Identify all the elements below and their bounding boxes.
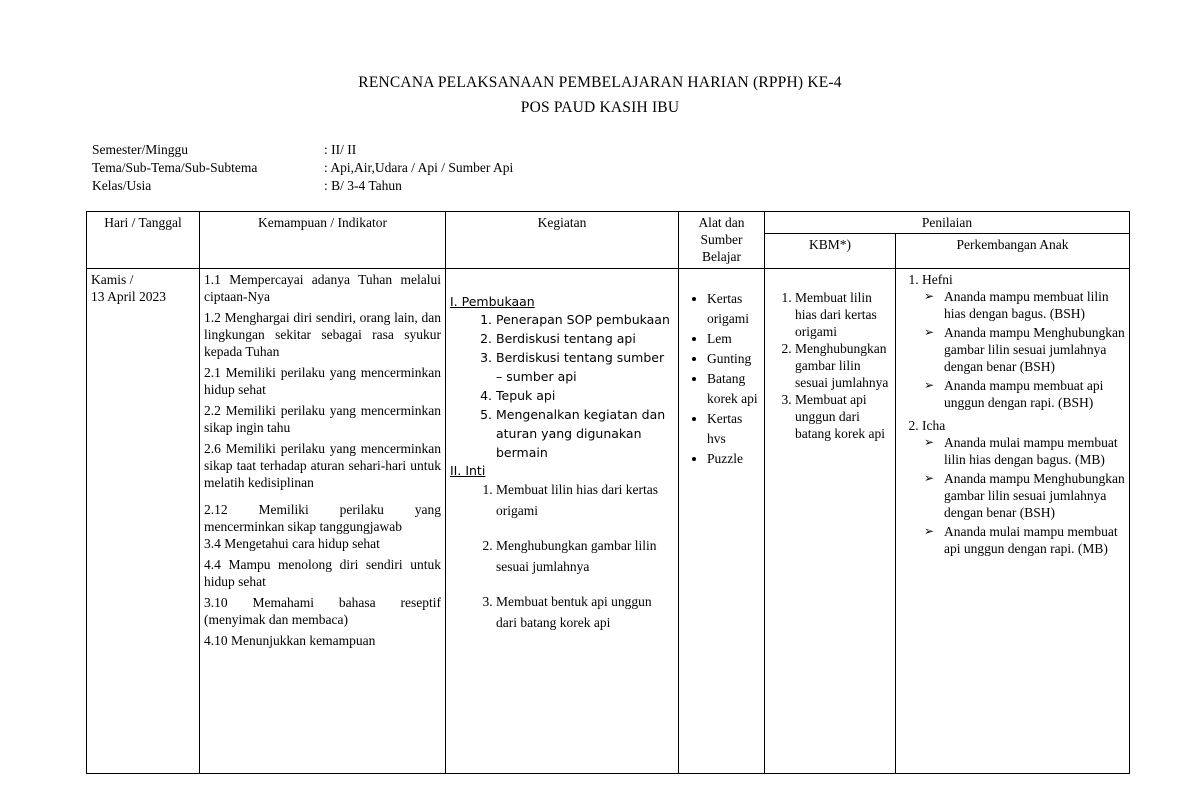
list-item: • Batang korek api xyxy=(707,369,760,409)
list-item: ➢ Ananda mampu Menghubungkan gambar lilin sesuai jumlahnya dengan benar (BSH) xyxy=(924,325,1125,374)
arrow-bullet-icon: ➢ xyxy=(924,524,935,538)
header-hari: Hari / Tanggal xyxy=(87,212,200,269)
table-row xyxy=(87,269,1130,774)
assessment-list xyxy=(922,288,1125,411)
arrow-bullet-icon: ➢ xyxy=(924,289,935,303)
info-key: Tema/Sub-Tema/Sub-Subtema xyxy=(92,160,258,175)
list-item: 3. Berdiskusi tentang sumber – sumber api xyxy=(496,348,674,386)
pembukaan-heading: I. Pembukaan xyxy=(450,294,535,309)
list-item: 1. Membuat lilin hias dari kertas origami xyxy=(496,479,674,521)
alat-cell xyxy=(679,269,765,774)
document-title: RENCANA PELAKSANAAN PEMBELAJARAN HARIAN (RPPH) KE-4 xyxy=(358,74,842,91)
list-item: • Kertas origami xyxy=(707,289,760,329)
pembukaan-list xyxy=(450,310,674,462)
arrow-bullet-icon: ➢ xyxy=(924,325,935,339)
list-item: 2. Berdiskusi tentang api xyxy=(496,329,674,348)
date-cell xyxy=(87,269,200,774)
header-penilaian: Penilaian xyxy=(765,212,1130,234)
list-item: 3. Membuat api unggun dari batang korek api xyxy=(795,391,891,442)
arrow-bullet-icon: ➢ xyxy=(924,471,935,485)
list-item: 2. Menghubungkan gambar lilin sesuai jumlahnya xyxy=(795,340,891,391)
list-item: 1. Penerapan SOP pembukaan xyxy=(496,310,674,329)
list-item: 2. Menghubungkan gambar lilin sesuai jumlahnya xyxy=(496,535,674,577)
info-key: Kelas/Usia xyxy=(92,178,152,193)
arrow-bullet-icon: ➢ xyxy=(924,435,935,449)
list-item: 5. Mengenalkan kegiatan dan aturan yang digunakan bermain xyxy=(496,405,674,462)
indicator-cell xyxy=(200,269,446,774)
header-row xyxy=(87,212,1130,234)
indicator-item: 3.10 Memahami bahasa reseptif (menyimak dan membaca) xyxy=(204,595,441,627)
list-item: 4. Tepuk api xyxy=(496,386,674,405)
list-item: • Kertas hvs xyxy=(707,409,760,449)
list-item: ➢ Ananda mulai mampu membuat api unggun dengan rapi. (MB) xyxy=(924,524,1118,556)
arrow-bullet-icon: ➢ xyxy=(924,378,935,392)
indicator-item: 2.1 Memiliki perilaku yang mencerminkan hidup sehat xyxy=(204,365,441,397)
inti-list xyxy=(450,479,674,633)
header-kbm: KBM*) xyxy=(765,234,896,269)
student-entry xyxy=(922,417,1125,557)
header-kemampuan: Kemampuan / Indikator xyxy=(200,212,446,269)
indicator-item: 1.2 Menghargai diri sendiri, orang lain, dan lingkungan sekitar sebagai rasa syukur kepada Tuhan xyxy=(204,310,441,359)
perkembangan-list xyxy=(900,271,1125,557)
rpph-table xyxy=(86,211,1130,774)
indicator-item: 2.12 Memiliki perilaku yang mencerminkan sikap tanggungjawab xyxy=(204,502,441,534)
list-item: ➢ Ananda mampu membuat api unggun dengan rapi. (BSH) xyxy=(924,378,1104,410)
list-item: 3. Membuat bentuk api unggun dari batang korek api xyxy=(496,591,674,633)
student-entry xyxy=(922,271,1125,411)
kbm-cell xyxy=(765,269,896,774)
alat-list xyxy=(683,289,760,469)
day-text: Kamis / xyxy=(91,272,134,287)
info-value: : B/ 3-4 Tahun xyxy=(324,178,402,193)
list-item: • Lem xyxy=(707,329,760,349)
list-item: ➢ Ananda mulai mampu membuat lilin hias dengan bagus. (MB) xyxy=(924,435,1118,467)
list-item: • Puzzle xyxy=(707,449,760,469)
perkembangan-cell xyxy=(896,269,1130,774)
list-item: • Gunting xyxy=(707,349,760,369)
info-key: Semester/Minggu xyxy=(92,142,188,157)
list-item: ➢ Ananda mampu Menghubungkan gambar lilin sesuai jumlahnya dengan benar (BSH) xyxy=(924,471,1125,520)
assessment-list xyxy=(922,434,1125,557)
list-item: ➢ Ananda mampu membuat lilin hias dengan bagus. (BSH) xyxy=(924,289,1109,321)
document-subtitle: POS PAUD KASIH IBU xyxy=(520,99,680,116)
info-value: : Api,Air,Udara / Api / Sumber Api xyxy=(324,160,514,175)
student-name: Hefni xyxy=(922,272,953,287)
header-kegiatan: Kegiatan xyxy=(446,212,679,269)
indicator-item: 4.4 Mampu menolong diri sendiri untuk hidup sehat xyxy=(204,557,441,589)
indicator-item: 4.10 Menunjukkan kemampuan xyxy=(204,633,376,648)
kegiatan-cell xyxy=(446,269,679,774)
date-text: 13 April 2023 xyxy=(91,289,167,304)
list-item: 1. Membuat lilin hias dari kertas origami xyxy=(795,289,891,340)
indicator-item: 2.2 Memiliki perilaku yang mencerminkan sikap ingin tahu xyxy=(204,403,441,435)
kbm-list xyxy=(769,289,891,442)
indicator-item: 3.4 Mengetahui cara hidup sehat xyxy=(204,536,380,551)
indicator-item: 1.1 Mempercayai adanya Tuhan melalui ciptaan-Nya xyxy=(204,272,441,304)
student-name: Icha xyxy=(922,418,946,433)
header-perkembangan: Perkembangan Anak xyxy=(896,234,1130,269)
indicator-item: 2.6 Memiliki perilaku yang mencerminkan sikap taat terhadap aturan sehari-hari untuk melatih kedisiplinan xyxy=(204,441,441,490)
info-value: : II/ II xyxy=(324,142,357,157)
header-alat: Alat dan Sumber Belajar xyxy=(679,212,765,269)
inti-heading: II. Inti xyxy=(450,463,486,478)
